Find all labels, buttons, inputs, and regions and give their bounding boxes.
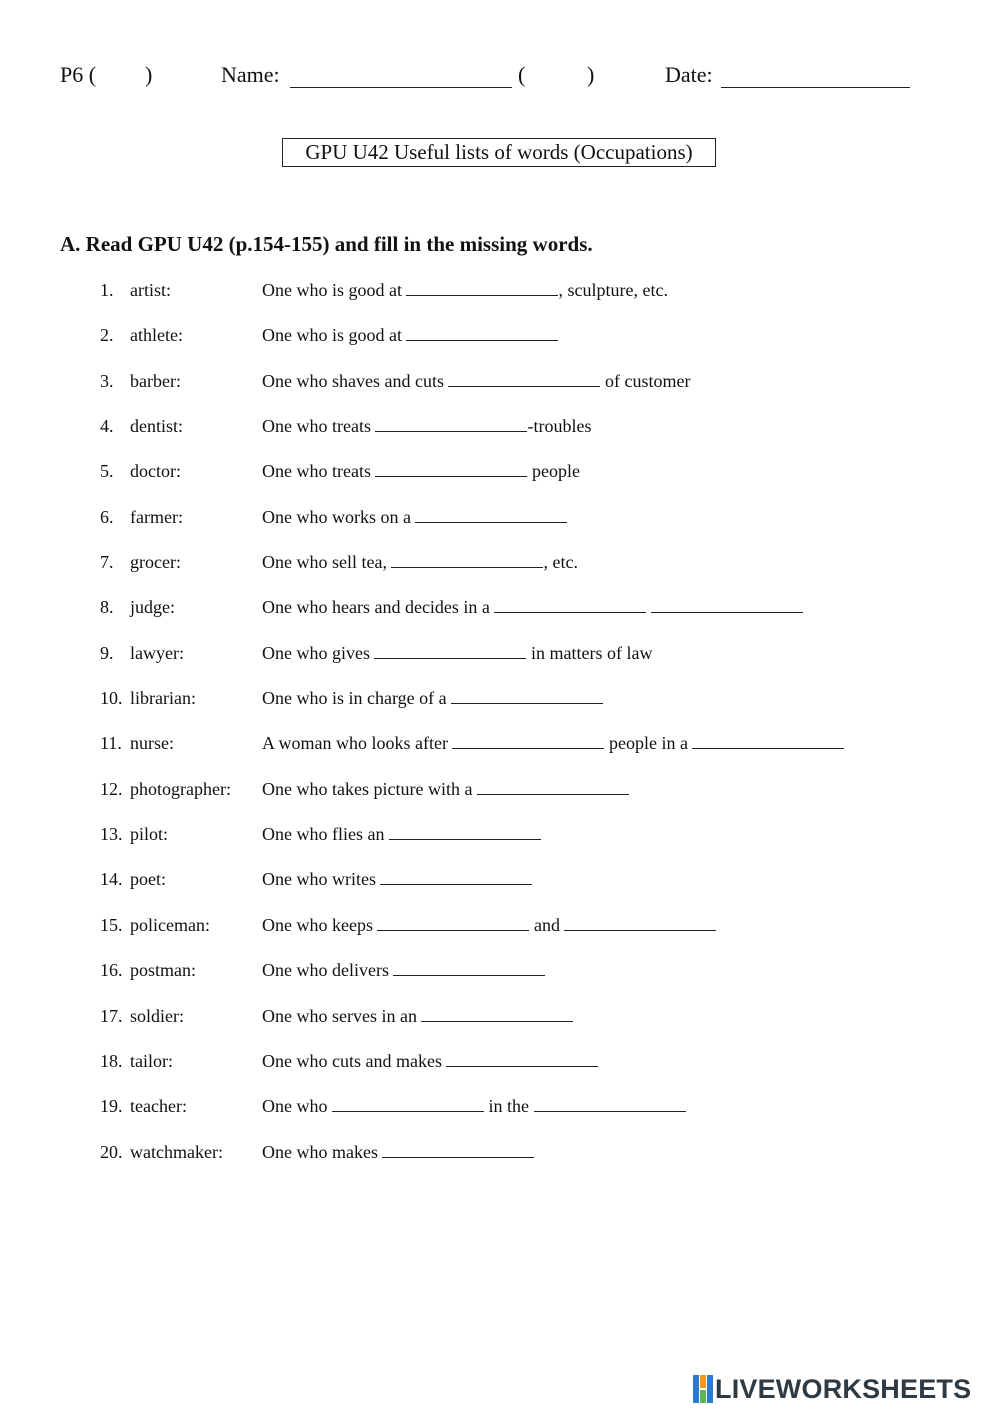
definition-text: One who treats (262, 461, 376, 482)
occupation-term: grocer: (130, 552, 181, 573)
occupation-term: doctor: (130, 461, 181, 482)
definition-text: One who flies an (262, 824, 389, 845)
definition (262, 820, 541, 848)
definition (262, 276, 668, 304)
list-item (100, 775, 960, 820)
question-list (100, 276, 960, 1183)
list-item (100, 639, 960, 684)
item-number: 20. (100, 1141, 123, 1162)
definition (262, 412, 591, 440)
answer-blank[interactable] (380, 865, 532, 885)
item-number: 19. (100, 1096, 123, 1117)
definition-text: One who serves in an (262, 1005, 422, 1026)
occupation-term: soldier: (130, 1005, 184, 1026)
answer-blank[interactable] (374, 639, 526, 659)
definition (262, 1138, 534, 1166)
answer-blank[interactable] (393, 956, 545, 976)
occupation-term: barber: (130, 370, 181, 391)
list-item (100, 503, 960, 548)
answer-blank[interactable] (406, 276, 558, 296)
definition-text: One who (262, 1096, 332, 1117)
definition-text: One who shaves and cuts (262, 370, 449, 391)
definition-text: One who writes (262, 869, 381, 890)
list-item (100, 1092, 960, 1137)
answer-blank[interactable] (377, 911, 529, 931)
answer-blank[interactable] (382, 1138, 534, 1158)
answer-blank[interactable] (534, 1092, 686, 1112)
item-number: 10. (100, 688, 123, 709)
definition-text: , etc. (543, 552, 578, 573)
list-item (100, 1047, 960, 1092)
item-number: 15. (100, 914, 123, 935)
item-number: 8. (100, 597, 114, 618)
definition-text: One who sell tea, (262, 552, 392, 573)
occupation-term: dentist: (130, 416, 183, 437)
definition-text: One who gives (262, 642, 375, 663)
definition-text: One who works on a (262, 506, 416, 527)
definition (262, 729, 844, 757)
definition-text: One who makes (262, 1141, 383, 1162)
name-label: Name: (221, 62, 280, 87)
answer-blank[interactable] (421, 1002, 573, 1022)
list-item (100, 820, 960, 865)
list-item (100, 457, 960, 502)
item-number: 9. (100, 642, 114, 663)
definition (262, 775, 629, 803)
item-number: 7. (100, 552, 114, 573)
definition-text: in matters of law (526, 642, 653, 663)
definition (262, 865, 532, 893)
definition-text: One who cuts and makes (262, 1050, 447, 1071)
occupation-term: photographer: (130, 778, 231, 799)
list-item (100, 684, 960, 729)
logo-text: LIVEWORKSHEETS (715, 1374, 972, 1404)
list-item (100, 367, 960, 412)
item-number: 2. (100, 325, 114, 346)
index-open-paren: ( (518, 62, 526, 87)
answer-blank[interactable] (651, 593, 803, 613)
list-item (100, 412, 960, 457)
item-number: 18. (100, 1050, 123, 1071)
definition (262, 548, 578, 576)
item-number: 4. (100, 416, 114, 437)
occupation-term: athlete: (130, 325, 183, 346)
student-info-header (60, 62, 940, 98)
item-number: 13. (100, 824, 123, 845)
item-number: 11. (100, 733, 122, 754)
answer-blank[interactable] (477, 775, 629, 795)
section-a-heading: A. Read GPU U42 (p.154-155) and fill in the missing words. (60, 232, 593, 256)
occupation-term: librarian: (130, 688, 196, 709)
liveworksheets-logo (693, 1373, 991, 1405)
definition (262, 593, 803, 621)
occupation-term: nurse: (130, 733, 174, 754)
definition-text: and (529, 914, 565, 935)
definition-text: One who takes picture with a (262, 778, 477, 799)
definition (262, 321, 558, 349)
item-number: 12. (100, 778, 123, 799)
definition-text: in the (484, 1096, 534, 1117)
list-item (100, 276, 960, 321)
item-number: 5. (100, 461, 114, 482)
definition (262, 639, 652, 667)
occupation-term: artist: (130, 280, 171, 300)
occupation-term: lawyer: (130, 642, 184, 663)
worksheet-title: GPU U42 Useful lists of words (Occupations) (282, 138, 716, 167)
liveworksheets-logo-icon (693, 1375, 715, 1403)
item-number: 3. (100, 370, 114, 391)
answer-blank[interactable] (448, 367, 600, 387)
definition (262, 956, 545, 984)
list-item (100, 1138, 960, 1183)
index-close-paren: ) (587, 62, 595, 87)
definition (262, 1002, 573, 1030)
definition-text: people in a (604, 733, 693, 754)
occupation-term: poet: (130, 869, 166, 890)
definition (262, 1047, 598, 1075)
answer-blank[interactable] (692, 729, 844, 749)
item-number: 6. (100, 506, 114, 527)
occupation-term: policeman: (130, 914, 210, 935)
definition-text: One who is in charge of a (262, 688, 452, 709)
answer-blank[interactable] (391, 548, 543, 568)
definition-text: A woman who looks after (262, 733, 453, 754)
date-label: Date: (665, 62, 713, 87)
list-item (100, 865, 960, 910)
answer-blank[interactable] (375, 457, 527, 477)
occupation-term: judge: (130, 597, 175, 618)
list-item (100, 321, 960, 366)
answer-blank[interactable] (332, 1092, 484, 1112)
definition (262, 457, 580, 485)
answer-blank[interactable] (415, 503, 567, 523)
list-item (100, 729, 960, 774)
definition (262, 503, 567, 531)
list-item (100, 593, 960, 638)
answer-blank[interactable] (564, 911, 716, 931)
definition-text: people (527, 461, 580, 482)
occupation-term: pilot: (130, 824, 169, 845)
answer-blank[interactable] (451, 684, 603, 704)
definition-text: One who is good at (262, 325, 407, 346)
definition-text: One who delivers (262, 960, 394, 981)
definition-text: One who hears and decides in a (262, 597, 495, 618)
definition-text: One who treats (262, 416, 376, 437)
definition (262, 367, 690, 395)
definition-text: of customer (600, 370, 691, 391)
item-number: 16. (100, 960, 123, 981)
occupation-term: farmer: (130, 506, 183, 527)
definition (262, 911, 716, 939)
definition-text: -troubles (527, 416, 592, 437)
class-close-paren: ) (145, 62, 153, 87)
list-item (100, 548, 960, 593)
item-number: 14. (100, 869, 123, 890)
list-item (100, 911, 960, 956)
answer-blank[interactable] (389, 820, 541, 840)
item-number: 1. (100, 280, 114, 300)
definition-text: One who keeps (262, 914, 378, 935)
class-label: P6 ( (60, 62, 97, 87)
definition (262, 1092, 686, 1120)
list-item (100, 1002, 960, 1047)
definition-text: , sculpture, etc. (558, 280, 668, 300)
list-item (100, 956, 960, 1001)
item-number: 17. (100, 1005, 123, 1026)
occupation-term: tailor: (130, 1050, 173, 1071)
occupation-term: postman: (130, 960, 196, 981)
occupation-term: watchmaker: (130, 1141, 223, 1162)
answer-blank[interactable] (375, 412, 527, 432)
answer-blank[interactable] (446, 1047, 598, 1067)
occupation-term: teacher: (130, 1096, 187, 1117)
definition-text: One who is good at (262, 280, 407, 300)
answer-blank[interactable] (406, 321, 558, 341)
answer-blank[interactable] (452, 729, 604, 749)
answer-blank[interactable] (494, 593, 646, 613)
definition (262, 684, 603, 712)
